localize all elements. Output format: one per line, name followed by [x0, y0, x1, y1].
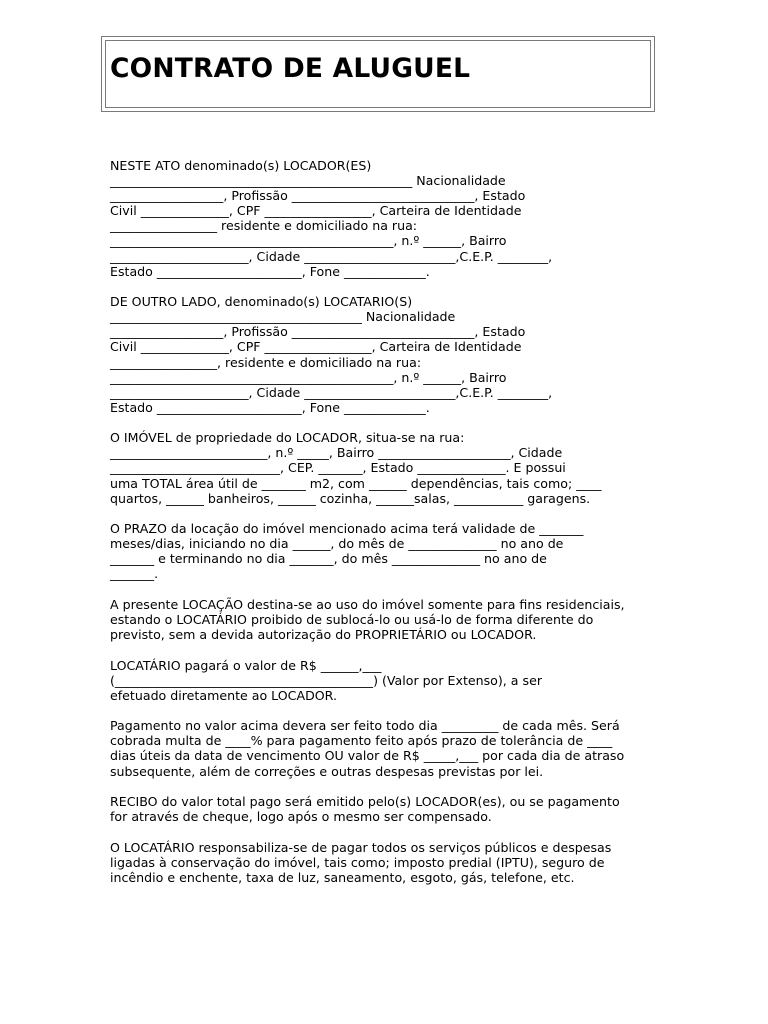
paragraph-line: ______________________, Cidade ________________________,C.E.P. ________,	[110, 384, 553, 400]
paragraph-line: ___________________________, CEP. _______, Estado ______________. E possui	[110, 460, 566, 476]
paragraph-line: _________________ residente e domiciliado na rua:	[110, 218, 418, 234]
paragraph-valor	[110, 658, 670, 703]
paragraph-line: ______________________, Cidade ________________________,C.E.P. ________,	[110, 248, 553, 264]
paragraph-recibo	[110, 794, 670, 824]
document-title: CONTRATO DE ALUGUEL	[110, 53, 471, 84]
paragraph-locatario	[110, 294, 670, 415]
paragraph-line: Estado _______________________, Fone _____________.	[110, 263, 430, 279]
paragraph-line: __________________, Profissão _____________________________, Estado	[110, 188, 526, 204]
paragraph-line: dias úteis da data de vencimento OU valor de R$ _____,___ por cada dia de atraso	[110, 748, 625, 764]
paragraph-pagamento	[110, 718, 670, 778]
paragraph-line: O LOCATÁRIO responsabiliza-se de pagar todos os serviços públicos e despesas	[110, 839, 612, 855]
paragraph-prazo	[110, 521, 670, 581]
contract-body	[110, 158, 670, 900]
paragraph-line: _____________________________________________, n.º ______, Bairro	[110, 233, 507, 249]
paragraph-line: meses/dias, iniciando no dia ______, do mês de ______________ no ano de	[110, 536, 564, 552]
paragraph-line: RECIBO do valor total pago será emitido pelo(s) LOCADOR(es), ou se pagamento	[110, 794, 620, 810]
paragraph-line: O PRAZO da locação do imóvel mencionado acima terá validade de _______	[110, 521, 584, 537]
paragraph-line: _________________, residente e domiciliado na rua:	[110, 354, 422, 370]
paragraph-locador	[110, 158, 670, 279]
paragraph-line: A presente LOCAÇÃO destina-se ao uso do imóvel somente para fins residenciais,	[110, 596, 625, 612]
paragraph-line: _______.	[110, 566, 159, 582]
paragraph-line: quartos, ______ banheiros, ______ cozinha, ______salas, ___________ garagens.	[110, 490, 591, 506]
paragraph-line: DE OUTRO LADO, denominado(s) LOCATARIO(S)	[110, 294, 413, 310]
paragraph-destinacao	[110, 597, 670, 642]
paragraph-line: Pagamento no valor acima devera ser feito todo dia _________ de cada mês. Será	[110, 718, 620, 734]
paragraph-line: LOCATÁRIO pagará o valor de R$ ______,___	[110, 657, 382, 673]
paragraph-line: O IMÓVEL de propriedade do LOCADOR, situa-se na rua:	[110, 430, 465, 446]
paragraph-line: ________________________________________________ Nacionalidade	[110, 173, 506, 189]
paragraph-line: uma TOTAL área útil de _______ m2, com ______ dependências, tais como; ____	[110, 475, 602, 491]
paragraph-line: (_________________________________________) (Valor por Extenso), a ser	[110, 672, 543, 688]
paragraph-line: ________________________________________ Nacionalidade	[110, 309, 456, 325]
paragraph-imovel	[110, 430, 670, 505]
paragraph-line: NESTE ATO denominado(s) LOCADOR(ES)	[110, 158, 372, 173]
paragraph-line: estando o LOCATÁRIO proibido de sublocá-lo ou usá-lo de forma diferente do	[110, 612, 594, 627]
paragraph-line: cobrada multa de ____% para pagamento feito após prazo de tolerância de ____	[110, 733, 613, 749]
paragraph-line: Civil ______________, CPF _________________, Carteira de Identidade	[110, 339, 522, 355]
paragraph-line: Estado _______________________, Fone _____________.	[110, 399, 430, 415]
paragraph-line: for através de cheque, logo após o mesmo ser compensado.	[110, 809, 492, 825]
paragraph-line: ligadas à conservação do imóvel, tais como; imposto predial (IPTU), seguro de	[110, 854, 605, 870]
paragraph-responsabilidade	[110, 840, 670, 885]
paragraph-line: subsequente, além de correções e outras despesas previstas por lei.	[110, 763, 544, 779]
paragraph-line: __________________, Profissão _____________________________, Estado	[110, 324, 526, 340]
paragraph-line: previsto, sem a devida autorização do PROPRIETÁRIO ou LOCADOR.	[110, 627, 537, 643]
paragraph-line: incêndio e enchente, taxa de luz, saneamento, esgoto, gás, telefone, etc.	[110, 869, 575, 885]
paragraph-line: _____________________________________________, n.º ______, Bairro	[110, 369, 507, 385]
paragraph-line: efetuado diretamente ao LOCADOR.	[110, 687, 337, 703]
paragraph-line: Civil ______________, CPF _________________, Carteira de Identidade	[110, 203, 522, 219]
title-box	[101, 36, 655, 112]
paragraph-line: _______ e terminando no dia _______, do mês ______________ no ano de	[110, 551, 547, 567]
paragraph-line: _________________________, n.º _____, Bairro _____________________, Cidade	[110, 445, 563, 461]
